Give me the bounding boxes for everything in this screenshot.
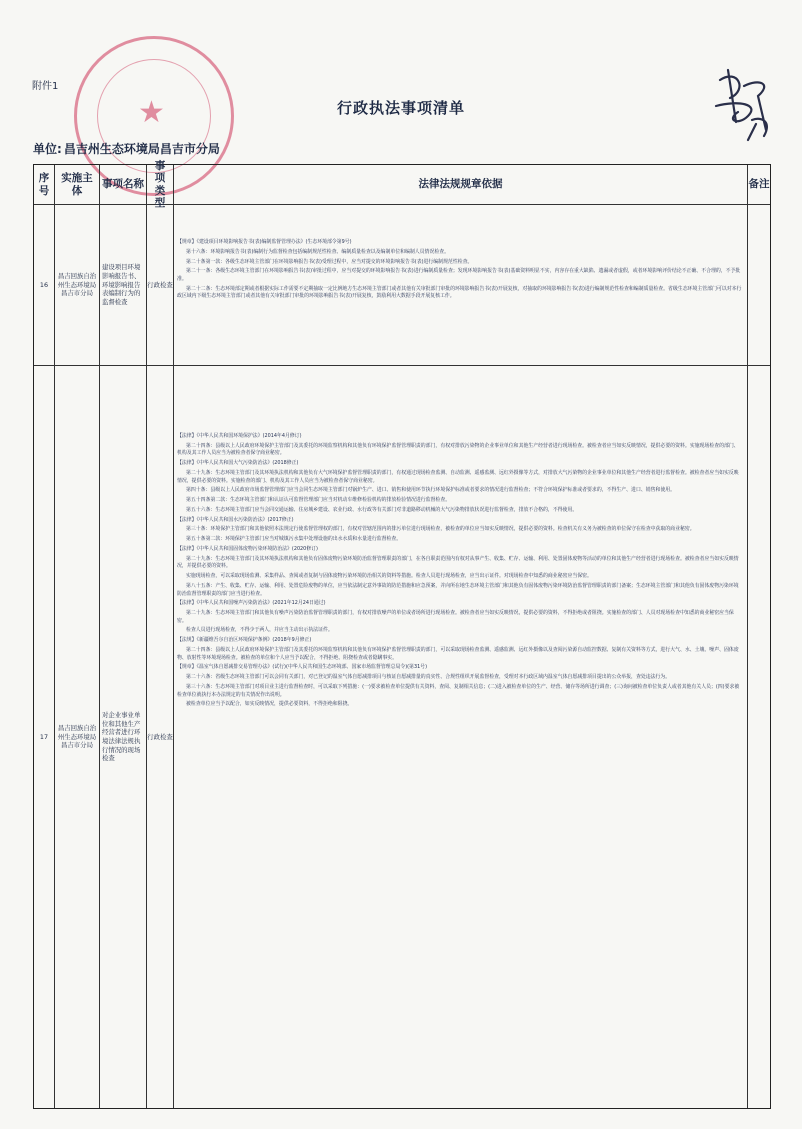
basis-line: 第二十一条：各级生态环境主管部门在环境影响报告书(表)审批过程中，应当对提交的环境影响报告书(表)进行编制质量检查；发现环境影响报告书(表)基础资料明显不实，内容存在重大缺陷、遗漏或者虚假，或者环境影响评价结论不正确、不合理的，不予批准。 xyxy=(177,268,741,282)
basis-line: 第四十条：县级以上人民政府市场监督管理部门应当会同生态环境主管部门对锅炉生产、进口、销售和使用环节执行环境保护标准或者要求的情况进行监督检查；不符合环境保护标准或者要求的，不得生产、进口、销售和使用。 xyxy=(186,487,676,494)
col-header-type: 事项类型 xyxy=(154,160,166,209)
col-header-basis: 法律法规规章依据 xyxy=(418,178,503,191)
row-item-name: 对企业事业单位和其他生产经营者进行环境法律法规执行情况的现场检查 xyxy=(102,711,141,763)
seal-star-icon: ★ xyxy=(138,95,165,130)
col-header-subject: 实施主体 xyxy=(61,172,93,197)
basis-line: 【法律】《中华人民共和国固体废物污染环境防治法》(2020修订) xyxy=(177,546,318,552)
row-subject: 昌吉回族自治州生态环境局昌吉市分局 xyxy=(57,724,97,750)
row-item-type: 行政检查 xyxy=(147,280,173,289)
basis-line: 第八十五条：产生、收集、贮存、运输、利用、处置危险废物的单位，应当依法制定意外事故的防范措施和应急预案，并向所在地生态环境主管部门和其他负有固体废物污染环境防治监督管理职责的部门备案；生态环境主管部门和其他负有固体废物污染环境防治监督管理职责的部门应当进行检查。 xyxy=(177,582,739,597)
unit-value: 昌吉州生态环境局昌吉市分局 xyxy=(63,142,220,156)
basis-line: 第五十条第二款：环境保护主管部门应当对城镇污水集中处理设施的出水水质和水量进行监督检查。 xyxy=(186,536,402,543)
page-title: 行政执法事项清单 xyxy=(336,99,465,117)
basis-line: 【法律】《中华人民共和国水污染防治法》(2017修正) xyxy=(177,516,294,523)
basis-line: 第二十条第一款：各级生态环境主管部门在环境影响报告书(表)受理过程中，应当对提交的环境影响报告书(表)进行编制规范性检查。 xyxy=(186,258,473,265)
basis-line: 第二十九条：生态环境主管部门及其环境执法机构和其他负有大气环境保护监督管理职责的部门，有权通过现场检查监测、自动监测、遥感监测、远红外摄像等方式，对排放大气污染物的企业事业单位和其他生产经营者进行监督检查。被检查者应当如实反映情况，提供必要的资料。实施检查的部门、机构及其工作人员应当为被检查者保守商业秘密。 xyxy=(177,469,739,484)
row-subject: 昌吉回族自治州生态环境局昌吉市分局 xyxy=(57,272,97,298)
basis-line: 第二十二条：生态环境部定期或者根据实际工作需要不定期抽取一定比例地方生态环境主管部门或者其他有关审批部门审批的环境影响报告书(表)开展复核，对抽取的环境影响报告书(表)进行编制规范性检查和编制质量检查。省级生态环境主管部门可以对本行政区域内下级生态环境主管部门或者其他有关审批部门审批的环境影响报告书(表)开展复核，鼓励利用大数据手段开展复核工作。 xyxy=(177,285,742,300)
row-remark xyxy=(748,366,770,1108)
basis-line: 被检查单位应当予以配合，如实反映情况，提供必要资料，不得拒绝和阻挠。 xyxy=(186,701,353,708)
basis-line: 【法规】《新疆维吾尔自治区环境保护条例》(2018年9月修正) xyxy=(177,637,312,644)
basis-line: 第二十四条：县级以上人民政府环境保护主管部门及其委托的环境监察机构和其他负有环境保护监督管理职责的部门，有权对排放污染物的企业事业单位和其他生产经营者进行现场检查。被检查者应当如实反映情况，提供必要的资料。实施现场检查的部门、机构及其工作人员应当为被检查者保守商业秘密。 xyxy=(177,442,739,457)
attachment-label: 附件1 xyxy=(32,81,59,92)
basis-line: 第三十条：环境保护主管部门和其他依照本法规定行使监督管理权的部门，有权对管辖范围内的排污单位进行现场检查，被检查的单位应当如实反映情况，提供必要的资料。检查机关有义务为被检查的单位保守在检查中获取的商业秘密。 xyxy=(186,526,695,533)
basis-line: 检查人员进行现场检查，不得少于两人，并应当主动出示执法证件。 xyxy=(186,627,333,634)
row-legal-basis xyxy=(177,239,743,303)
row-item-type: 行政检查 xyxy=(147,732,173,741)
row-remark xyxy=(748,205,770,365)
basis-line: 第十六条：环境影响报告书(表)编制行为监督检查包括编制规范性检查、编制质量检查以及编制单位和编制人员情况检查。 xyxy=(186,248,450,255)
basis-line: 第五十四条第二款：生态环境主管部门和认证认可监督管理部门应当对机动车维修检验机构的排放检验情况进行监督检查。 xyxy=(186,497,451,504)
basis-line: 【法律】《中华人民共和国大气污染防治法》(2018修正) xyxy=(177,460,299,467)
row-item-name: 建设项目环境影响报告书、环境影响报告表编制行为的监督检查 xyxy=(102,263,141,306)
basis-line: 实施现场检查，可以采取现场监测、采集样品、查阅或者复制与固体废物污染环境防治相关的资料等措施。检查人员进行现场检查，应当出示证件。对现场检查中知悉的商业秘密应当保密。 xyxy=(186,573,592,580)
row-number: 16 xyxy=(39,280,49,289)
basis-line: 【规章】《建设项目环境影响报告书(表)编制监督管理办法》(生态环境部令第9号) xyxy=(177,239,352,245)
basis-line: 【法律】《中华人民共和国噪声污染防治法》(2021年12月24日通过) xyxy=(177,600,326,607)
col-header-name: 事项名称 xyxy=(102,178,144,191)
basis-line: 第二十六条：省级生态环境主管部门可以会同有关部门，对已登记的温室气体自愿减排项目与核证自愿减排量的真实性、合规性组织开展监督检查，受理对本行政区域内温室气体自愿减排项目提出的公众举报，查处违法行为。 xyxy=(186,674,671,681)
unit-label: 单位: xyxy=(33,142,62,156)
basis-line: 第三十六条：生态环境主管部门对项目业主进行监督检查时，可以采取下列措施：(一)要求被检查单位提供有关资料，查阅、复制相关信息；(二)进入被检查单位的生产、经营、储存等场所进行调查；(三)询问被检查单位负责人或者其他有关人员；(四)要求被检查单位就执行本办法规定的有关情况作出说明。 xyxy=(177,683,740,698)
basis-line: 第五十六条：生态环境主管部门应当会同交通运输、住房城乡建设、农业行政、水行政等有关部门对非道路移动机械的大气污染物排放状况进行监督检查，排放不合格的，不得使用。 xyxy=(186,506,578,513)
basis-line: 第二十九条：生态环境主管部门和其他负有噪声污染防治监督管理职责的部门，有权对排放噪声的单位或者场所进行现场检查。被检查者应当如实反映情况，提供必要的资料，不得拒绝或者阻挠。实施检查的部门、人员对现场检查中知悉的商业秘密应当保密。 xyxy=(177,610,734,624)
basis-line: 【法律】《中华人民共和国环境保护法》(2014年4月修订) xyxy=(177,433,302,439)
unit-line xyxy=(33,140,220,157)
handwritten-signature xyxy=(708,60,778,150)
basis-line: 第二十九条：生态环境主管部门及其环境执法机构和其他负有固体废物污染环境防治监督管理职责的部门，在各自职责范围内有权对从事产生、收集、贮存、运输、利用、处置固体废物等活动的单位和其他生产经营者进行现场检查。被检查者应当如实反映情况，并提供必要的资料。 xyxy=(177,555,739,570)
basis-line: 【规章】《温室气体自愿减排交易管理办法》(试行)(中华人民共和国生态环境部、国家市场监督管理总局令)(第31号) xyxy=(177,664,427,671)
enforcement-table xyxy=(33,160,771,1109)
col-header-remark: 备注 xyxy=(748,178,770,191)
row-number: 17 xyxy=(39,732,49,741)
col-header-no: 序号 xyxy=(38,172,50,197)
row-legal-basis xyxy=(177,433,743,711)
basis-line: 第二十四条：县级以上人民政府环境保护主管部门及其委托的环境监察机构和其他负有环境保护监督管理职责的部门，可以采取现场检查监测、遥感监测、远红外摄像以及查阅污染源自动监控数据、复制有关资料等方式，进行大气、水、土壤、噪声、固体废物、放射性等环境现场检查。被检查的单位和个人应当予以配合，不得拒绝、阻挠检查或者隐瞒事实。 xyxy=(177,647,739,661)
